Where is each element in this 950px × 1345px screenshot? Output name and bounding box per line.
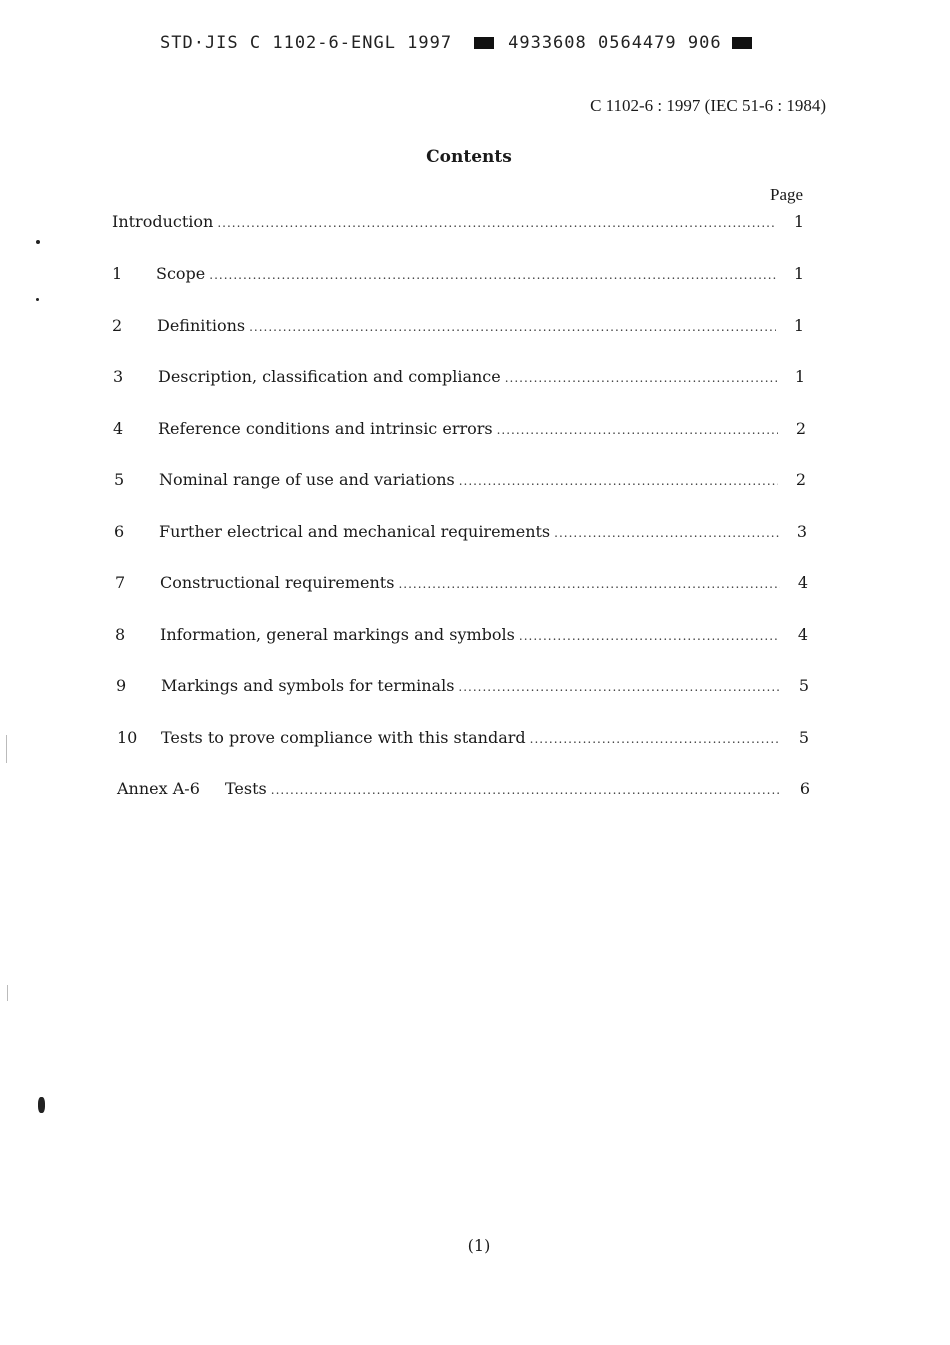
toc-entry-title: Description, classification and compliance: [158, 367, 501, 386]
toc-leader-dots: [249, 320, 776, 334]
toc-leader-dots: [398, 577, 780, 591]
stamp-code-left: STD·JIS C 1102-6-ENGL 1997: [160, 33, 453, 53]
toc-entry-introduction[interactable]: [112, 212, 804, 236]
toc-entry-title: Nominal range of use and variations: [159, 470, 455, 489]
scan-speck: [38, 1097, 45, 1113]
toc-entry-number: 8: [115, 625, 126, 644]
scan-mark: [6, 735, 7, 763]
toc-entry-page: 1: [793, 212, 804, 231]
toc-entry-number: 9: [116, 676, 127, 695]
scan-mark: [7, 985, 8, 1001]
document-stamp-header: [160, 33, 752, 53]
toc-entry-page: 2: [795, 470, 806, 489]
toc-leader-dots: [458, 680, 781, 694]
toc-entry-page: 5: [798, 676, 809, 695]
toc-entry-number: 10: [117, 728, 138, 747]
toc-entry-description[interactable]: [113, 367, 805, 391]
toc-entry-reference-conditions[interactable]: [113, 419, 806, 443]
toc-entry-number: 1: [112, 264, 123, 283]
stamp-block-mark: [474, 37, 494, 49]
toc-entry-page: 6: [799, 779, 810, 798]
toc-entry-page: 1: [793, 264, 804, 283]
page-column-heading: Page: [770, 185, 804, 204]
scan-speck: [36, 298, 39, 301]
toc-entry-title: Definitions: [157, 316, 246, 335]
toc-entry-nominal-range[interactable]: [114, 470, 806, 494]
toc-entry-scope[interactable]: [112, 264, 804, 288]
toc-entry-page: 2: [795, 419, 806, 438]
toc-entry-title: Introduction: [112, 212, 214, 231]
toc-leader-dots: [209, 268, 776, 282]
toc-entry-page: 4: [797, 625, 808, 644]
toc-entry-title: Further electrical and mechanical requirements: [159, 522, 551, 541]
toc-entry-annex-a6[interactable]: [117, 779, 810, 803]
toc-leader-dots: [519, 629, 780, 643]
toc-entry-terminal-markings[interactable]: [116, 676, 809, 700]
toc-entry-title: Constructional requirements: [160, 573, 395, 592]
stamp-block-mark-end: [732, 37, 752, 49]
toc-entry-title: Scope: [156, 264, 206, 283]
standard-designation: C 1102-6 : 1997 (IEC 51-6 : 1984): [590, 96, 826, 115]
toc-entry-constructional[interactable]: [115, 573, 808, 597]
toc-entry-information-markings[interactable]: [115, 625, 808, 649]
toc-entry-title: Information, general markings and symbols: [160, 625, 515, 644]
toc-entry-page: 1: [794, 367, 805, 386]
stamp-code-right: 4933608 0564479 906: [508, 33, 722, 53]
toc-entry-number: 2: [112, 316, 123, 335]
toc-leader-dots: [497, 423, 778, 437]
toc-entry-page: 1: [793, 316, 804, 335]
toc-leader-dots: [505, 371, 777, 385]
contents-title: Contents: [426, 147, 512, 167]
toc-entry-page: 3: [796, 522, 807, 541]
toc-leader-dots: [217, 216, 776, 230]
page-number-footer: (1): [467, 1236, 491, 1255]
toc-entry-definitions[interactable]: [112, 316, 804, 340]
toc-entry-number: 4: [113, 419, 124, 438]
toc-entry-title: Markings and symbols for terminals: [161, 676, 455, 695]
toc-entry-number: 3: [113, 367, 124, 386]
toc-entry-title: Tests: [225, 779, 267, 798]
toc-entry-title: Tests to prove compliance with this standard: [161, 728, 526, 747]
toc-leader-dots: [459, 474, 778, 488]
toc-leader-dots: [271, 783, 782, 797]
toc-entry-page: 5: [798, 728, 809, 747]
toc-entry-further-requirements[interactable]: [114, 522, 807, 546]
toc-leader-dots: [554, 526, 779, 540]
toc-entry-tests-compliance[interactable]: [117, 728, 809, 752]
toc-entry-number: 7: [115, 573, 126, 592]
toc-entry-title: Reference conditions and intrinsic errors: [158, 419, 493, 438]
toc-entry-number: 6: [114, 522, 125, 541]
toc-leader-dots: [530, 732, 781, 746]
toc-entry-page: 4: [797, 573, 808, 592]
toc-entry-number: 5: [114, 470, 125, 489]
scan-speck: [36, 240, 40, 244]
toc-entry-number: Annex A-6: [117, 779, 200, 798]
